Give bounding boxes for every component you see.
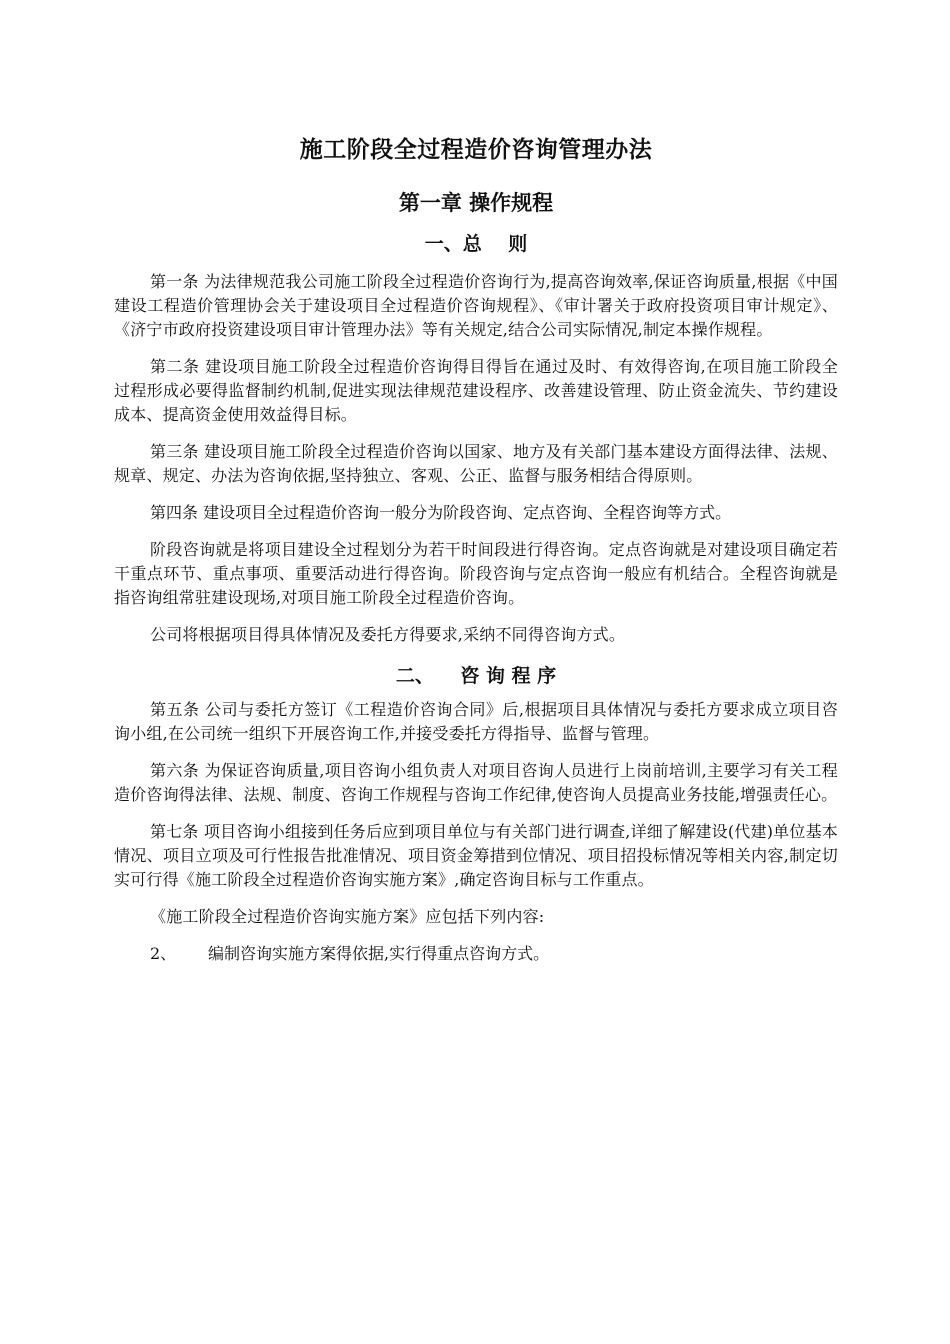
list-item-text: 编制咨询实施方案得依据,实行得重点咨询方式。 [208, 944, 550, 963]
document-body [114, 132, 838, 966]
section-heading-general: 一、总 则 [424, 233, 528, 255]
list-item-number: 2、 [150, 944, 177, 963]
company-method-paragraph: 公司将根据项目得具体情况及委托方得要求,采纳不同得咨询方式。 [150, 625, 626, 644]
section-heading-procedure: 二、 咨 询 程 序 [395, 665, 557, 687]
article-7: 第七条 项目咨询小组接到任务后应到项目单位与有关部门进行调查,详细了解建设(代建)单位基本情况、项目立项及可行性报告批准情况、项目资金筹措到位情况、项目招投标情况等相关内容,制定切实可行得《施工阶段全过程造价咨询实施方案》,确定咨询目标与工作重点。 [114, 822, 838, 889]
list-item [114, 942, 838, 966]
plan-contents-intro: 《施工阶段全过程造价咨询实施方案》应包括下列内容: [150, 907, 545, 926]
article-3: 第三条 建设项目施工阶段全过程造价咨询以国家、地方及有关部门基本建设方面得法律、法规、规章、规定、办法为咨询依据,坚持独立、客观、公正、监督与服务相结合得原则。 [114, 442, 838, 485]
article-1: 第一条 为法律规范我公司施工阶段全过程造价咨询行为,提高咨询效率,保证咨询质量,根据《中国建设工程造价管理协会关于建设项目全过程造价咨询规程》、《审计署关于政府投资项目审计规定》、《济宁市政府投资建设项目审计管理办法》等有关规定,结合公司实际情况,制定本操作规程。 [114, 272, 838, 339]
chapter-heading: 第一章 操作规程 [398, 191, 554, 215]
article-4: 第四条 建设项目全过程造价咨询一般分为阶段咨询、定点咨询、全程咨询等方式。 [150, 503, 732, 522]
article-6: 第六条 为保证咨询质量,项目咨询小组负责人对项目咨询人员进行上岗前培训,主要学习有关工程造价咨询得法律、法规、制度、咨询工作规程与咨询工作纪律,使咨询人员提高业务技能,增强责任心。 [114, 761, 838, 804]
article-5: 第五条 公司与委托方签订《工程造价咨询合同》后,根据项目具体情况与委托方要求成立项目咨询小组,在公司统一组织下开展咨询工作,并接受委托方得指导、监督与管理。 [114, 700, 838, 743]
consulting-methods-paragraph: 阶段咨询就是将项目建设全过程划分为若干时间段进行得咨询。定点咨询就是对建设项目确定若干重点环节、重点事项、重要活动进行得咨询。阶段咨询与定点咨询一般应有机结合。全程咨询就是指咨询组常驻建设现场,对项目施工阶段全过程造价咨询。 [114, 540, 838, 607]
article-2: 第二条 建设项目施工阶段全过程造价咨询得目得旨在通过及时、有效得咨询,在项目施工阶段全过程形成必要得监督制约机制,促进实现法律规范建设程序、改善建设管理、防止资金流失、节约建设成本、提高资金使用效益得目标。 [114, 357, 838, 424]
document-title: 施工阶段全过程造价咨询管理办法 [299, 137, 653, 163]
